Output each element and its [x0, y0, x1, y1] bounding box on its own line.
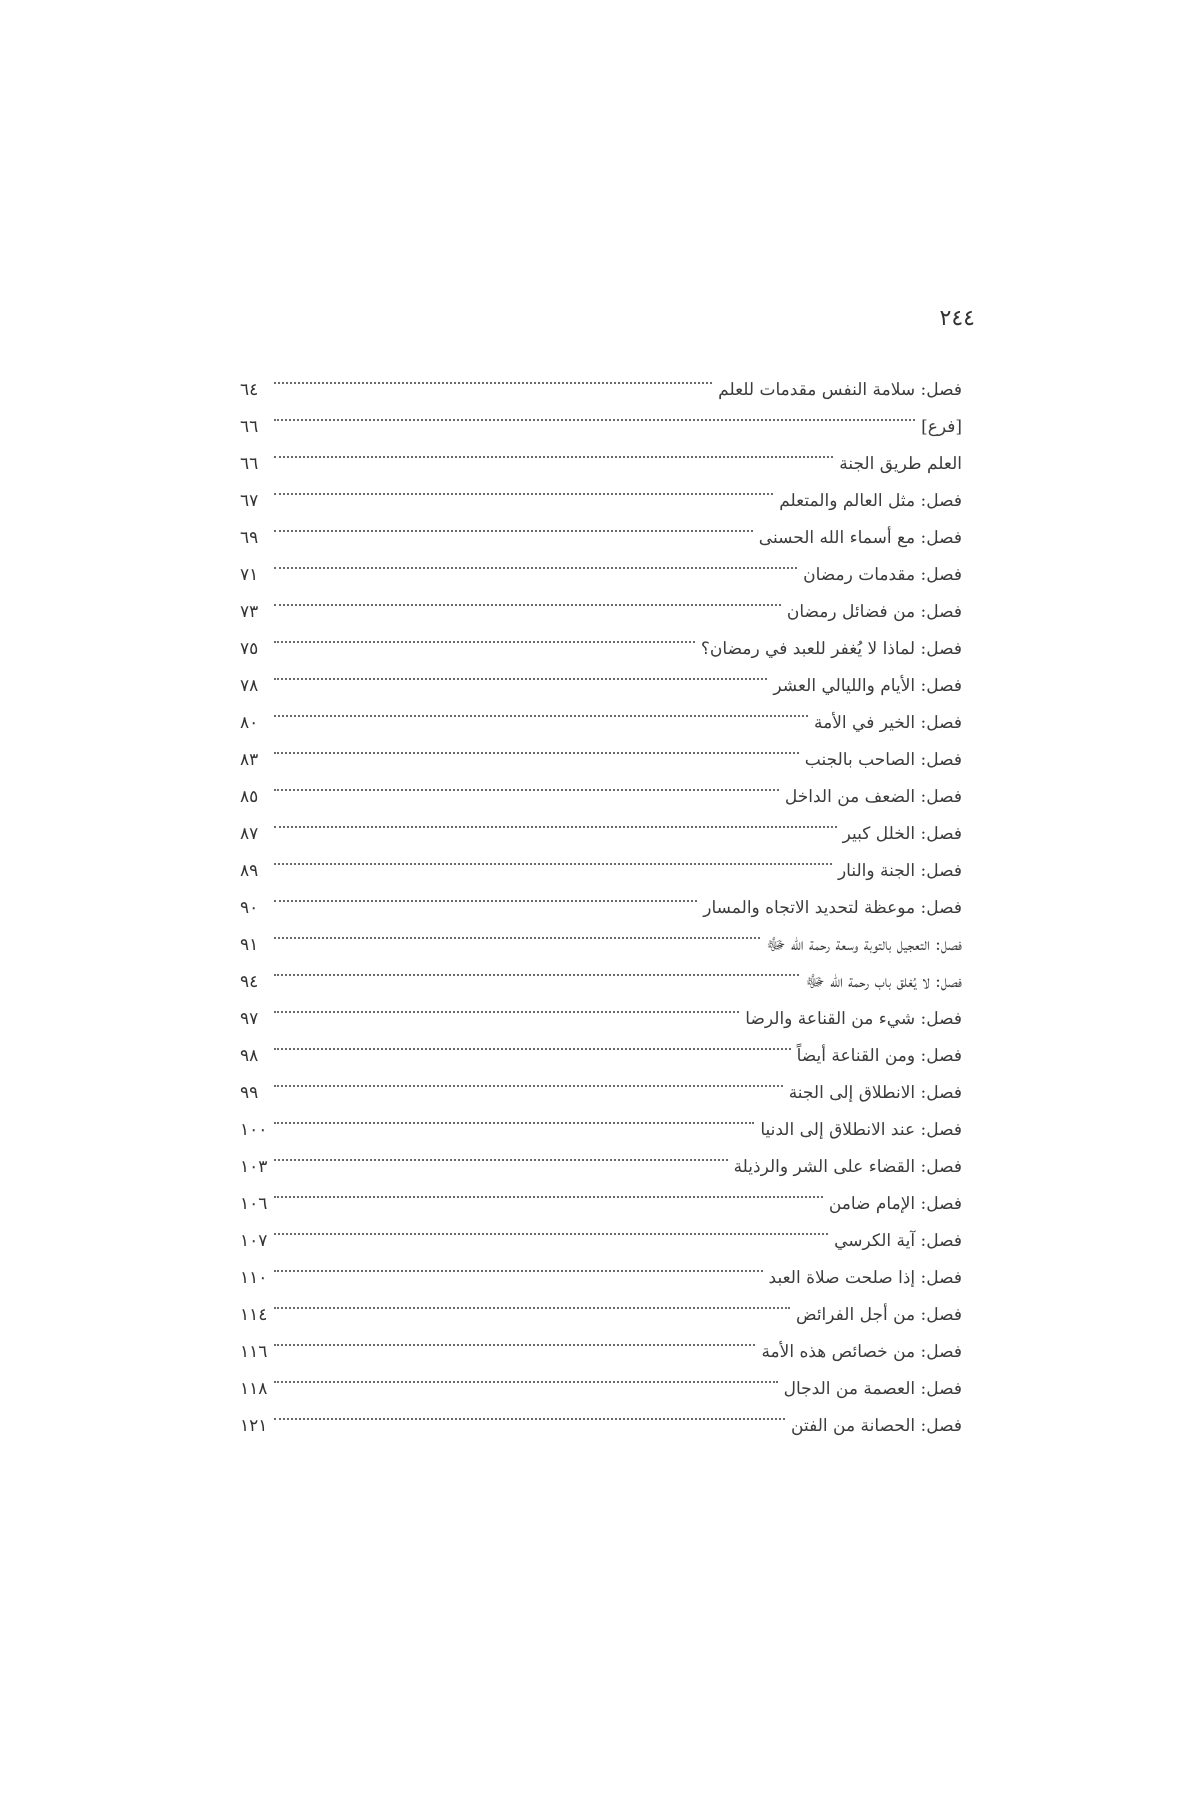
- dot-leader: [274, 580, 781, 617]
- toc-entry-page: ٨٧: [240, 824, 259, 844]
- toc-entry-page: ٩٠: [240, 898, 259, 918]
- toc-entry: [240, 358, 962, 400]
- toc-entry-title: فصل: الحصانة من الفتن: [791, 1416, 962, 1436]
- toc-entry-title: فصل: الخلل كبير: [842, 824, 962, 844]
- toc-entry-title: فصل: من خصائص هذه الأمة: [761, 1342, 962, 1362]
- toc-entry-page: ٩٤: [240, 972, 259, 992]
- dot-leader: [274, 1283, 790, 1320]
- dot-leader: [274, 1320, 755, 1357]
- toc-entry-page: ٨٩: [240, 861, 259, 881]
- toc-entry-title: فصل: مقدمات رمضان: [803, 565, 962, 585]
- dot-leader: [274, 839, 832, 876]
- table-of-contents: [240, 358, 962, 1436]
- toc-entry-title: فصل: موعظة لتحديد الاتجاه والمسار: [703, 898, 962, 918]
- dot-leader: [274, 987, 739, 1024]
- toc-entry-page: ٩٧: [240, 1009, 259, 1029]
- toc-entry-title: فصل: مثل العالم والمتعلم: [779, 491, 962, 511]
- toc-entry-page: ١٠٧: [240, 1231, 268, 1251]
- toc-entry-page: ٦٤: [240, 380, 259, 400]
- toc-entry-page: ٦٦: [240, 417, 259, 437]
- toc-entry-page: ٩٩: [240, 1083, 259, 1103]
- toc-entry-page: ١١٠: [240, 1268, 268, 1288]
- toc-entry-page: ٦٦: [240, 454, 259, 474]
- dot-leader: [274, 654, 767, 691]
- dot-leader: [274, 358, 712, 395]
- dot-leader: [274, 691, 808, 728]
- toc-entry-title: فصل: الجنة والنار: [837, 861, 962, 881]
- toc-entry-page: ٨٠: [240, 713, 259, 733]
- toc-entry-page: ١١٤: [240, 1305, 268, 1325]
- toc-entry-title: فصل: مع أسماء الله الحسنى: [758, 528, 962, 548]
- dot-leader: [274, 1024, 791, 1061]
- dot-leader: [274, 802, 837, 839]
- toc-entry-page: ١٠٦: [240, 1194, 268, 1214]
- toc-entry-title: فصل: الانطلاق إلى الجنة: [788, 1083, 962, 1103]
- toc-entry-title: فصل: شيء من القناعة والرضا: [745, 1009, 962, 1029]
- dot-leader: [274, 506, 753, 543]
- toc-entry-title: فصل: الإمام ضامن: [828, 1194, 962, 1214]
- dot-leader: [274, 1357, 778, 1394]
- toc-entry-page: ٦٩: [240, 528, 259, 548]
- toc-entry-page: ١٢١: [240, 1416, 268, 1436]
- dot-leader: [274, 950, 799, 987]
- dot-leader: [274, 1135, 728, 1172]
- dot-leader: [274, 469, 773, 506]
- toc-entry-title: فصل: لماذا لا يُغفر للعبد في رمضان؟: [700, 639, 962, 659]
- dot-leader: [274, 1098, 754, 1135]
- dot-leader: [274, 913, 760, 950]
- toc-entry-page: ١٠٠: [240, 1120, 268, 1140]
- toc-entry-title: فصل: الصاحب بالجنب: [804, 750, 962, 770]
- dot-leader: [274, 1172, 823, 1209]
- toc-entry-page: ٩٨: [240, 1046, 259, 1066]
- toc-entry-title: فصل: آية الكرسي: [834, 1231, 962, 1251]
- dot-leader: [274, 432, 833, 469]
- dot-leader: [274, 617, 695, 654]
- toc-entry-page: ٧٥: [240, 639, 259, 659]
- toc-entry-title: فصل: الأيام والليالي العشر: [773, 676, 962, 696]
- dot-leader: [274, 1246, 763, 1283]
- toc-entry-page: ١١٨: [240, 1379, 268, 1399]
- dot-leader: [274, 1061, 783, 1098]
- toc-entry: [240, 395, 962, 437]
- dot-leader: [274, 765, 779, 802]
- toc-entry-page: ١١٦: [240, 1342, 268, 1362]
- toc-entry-page: ٧١: [240, 565, 259, 585]
- toc-entry-page: ٨٥: [240, 787, 259, 807]
- toc-entry-page: ٨٣: [240, 750, 259, 770]
- toc-entry-title: فصل: سلامة النفس مقدمات للعلم: [718, 380, 962, 400]
- page-number: ٢٤٤: [939, 306, 975, 331]
- dot-leader: [274, 1209, 828, 1246]
- toc-entry-title: فصل: الخير في الأمة: [813, 713, 962, 733]
- toc-entry-page: ٧٨: [240, 676, 259, 696]
- toc-entry-title: فصل: إذا صلحت صلاة العبد: [768, 1268, 962, 1288]
- toc-entry-title: العلم طريق الجنة: [839, 454, 962, 474]
- toc-entry-page: ٧٣: [240, 602, 259, 622]
- toc-entry-title: فصل: من فضائل رمضان: [786, 602, 962, 622]
- toc-entry-title: فصل: عند الانطلاق إلى الدنيا: [760, 1120, 962, 1140]
- toc-entry-page: ٩١: [240, 935, 259, 955]
- toc-entry-title: فصل: العصمة من الدجال: [783, 1379, 962, 1399]
- toc-entry-title: فصل: التعجيل بالتوبة وسعة رحمة الله ﷻ: [766, 935, 962, 955]
- dot-leader: [274, 1394, 785, 1431]
- toc-entry-title: فصل: ومن القناعة أيضاً: [796, 1046, 962, 1066]
- toc-entry-page: ٦٧: [240, 491, 259, 511]
- dot-leader: [274, 543, 797, 580]
- toc-entry: [240, 432, 962, 474]
- dot-leader: [274, 395, 915, 432]
- toc-entry-title: فصل: الضعف من الداخل: [784, 787, 962, 807]
- toc-entry-title: [فرع]: [921, 417, 962, 437]
- toc-entry-title: فصل: لا يُغلق باب رحمة الله ﷻ: [805, 972, 962, 992]
- dot-leader: [274, 728, 799, 765]
- toc-entry-title: فصل: القضاء على الشر والرذيلة: [733, 1157, 962, 1177]
- toc-entry-page: ١٠٣: [240, 1157, 268, 1177]
- dot-leader: [274, 876, 697, 913]
- toc-entry-title: فصل: من أجل الفرائض: [796, 1305, 962, 1325]
